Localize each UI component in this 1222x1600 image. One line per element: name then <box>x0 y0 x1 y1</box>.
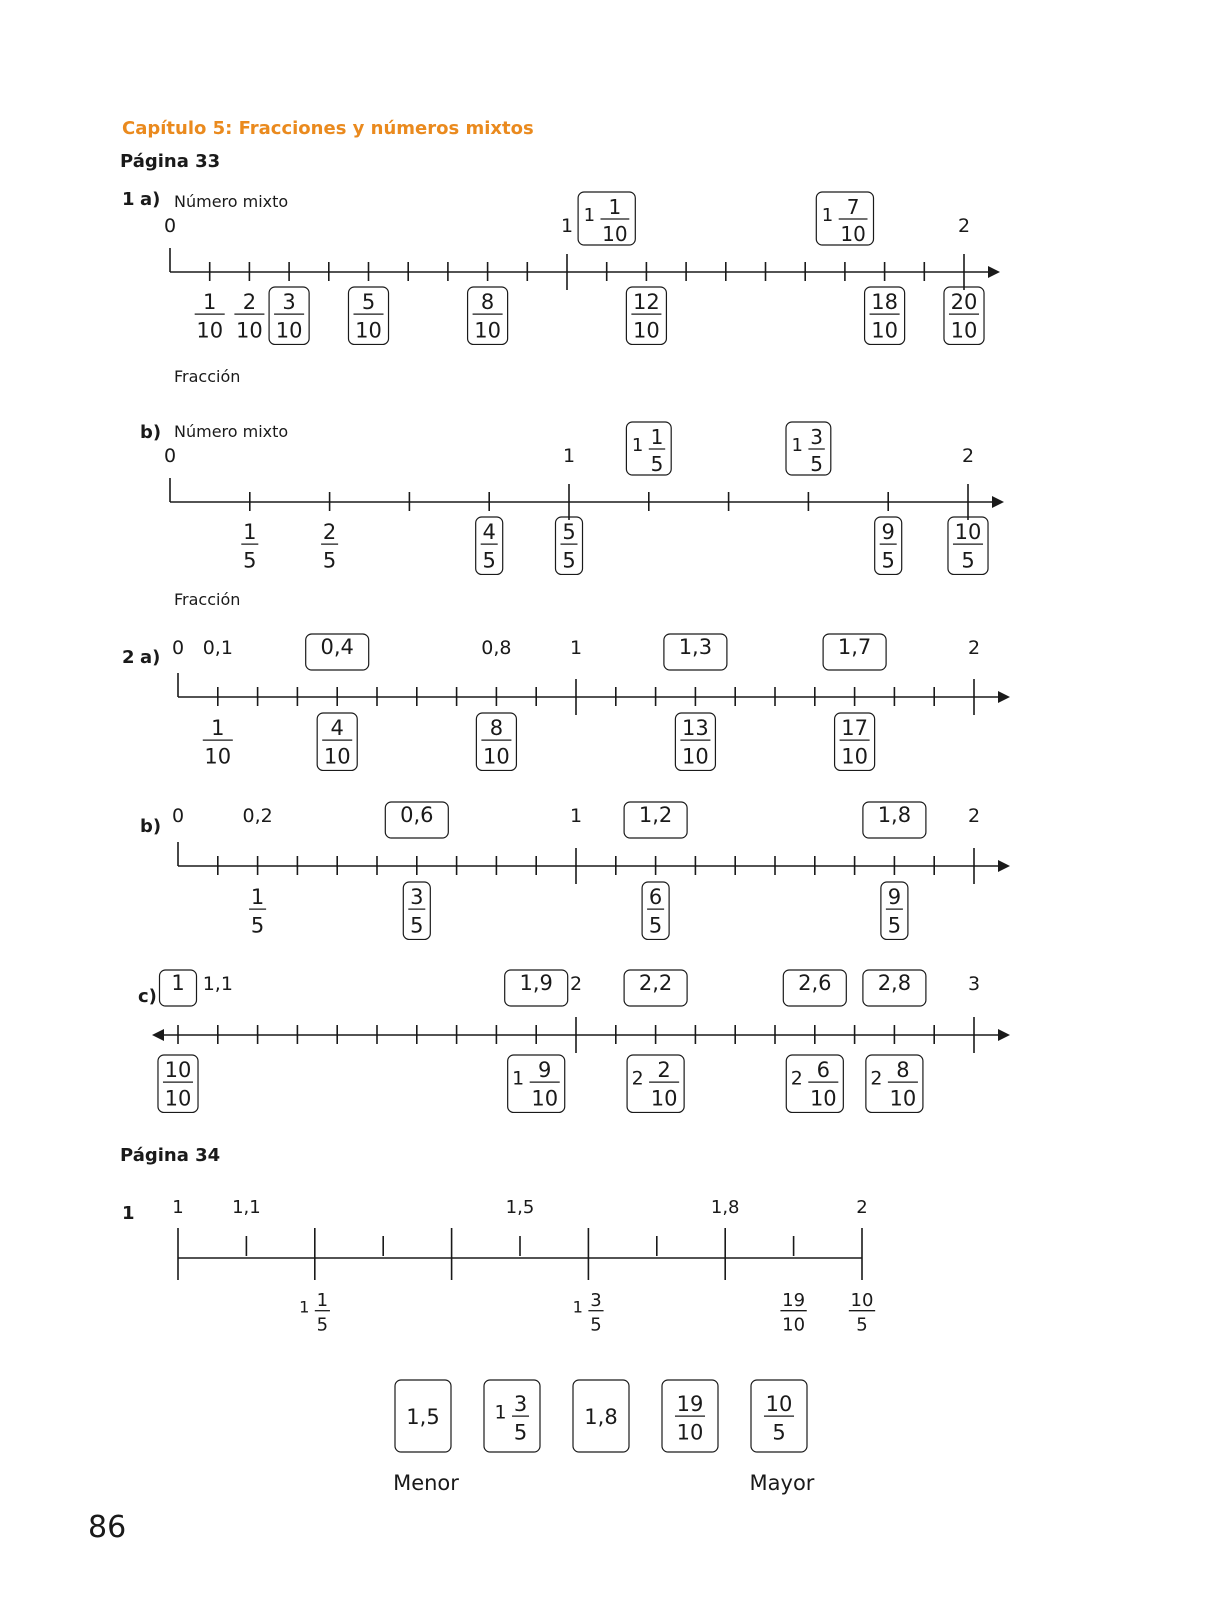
q2c-bottom-label-3-numerator: 6 <box>816 1057 830 1082</box>
q1a-bottom-label-1-numerator: 2 <box>242 289 257 314</box>
q2a-top-label-3: 0,8 <box>481 637 512 659</box>
q1a-bottom-label-2-denominator: 10 <box>275 318 303 343</box>
q2b-bottom-label-2-denominator: 5 <box>648 913 663 938</box>
q1b-part: b) <box>140 422 162 443</box>
q1a-top-label-3-whole: 1 <box>821 205 834 226</box>
q1b-fraction-label: Fracción <box>174 590 241 609</box>
q2c-top-label-1: 1,1 <box>202 973 233 995</box>
p34-order-card-4-numerator: 10 <box>765 1391 793 1416</box>
q1b-top-label-2-numerator: 1 <box>650 425 664 449</box>
q2a-top-label-0: 0 <box>171 637 185 659</box>
p34-top-label-3: 1,8 <box>710 1197 740 1218</box>
q1a-top-label-0: 0 <box>163 215 177 237</box>
q1a-bottom-label-7-denominator: 10 <box>950 318 978 343</box>
q1b-top-label-1: 1 <box>562 445 576 467</box>
q1a-bottom-label-1-denominator: 10 <box>236 318 263 343</box>
q2b-top-label-6: 2 <box>967 805 981 827</box>
page-33-heading: Página 33 <box>120 151 221 172</box>
q2a-bottom-label-1-denominator: 10 <box>323 744 351 769</box>
q2b-bottom-label-1-numerator: 3 <box>410 884 424 909</box>
q1b-bottom-label-2-numerator: 4 <box>482 519 496 544</box>
page-number: 86 <box>88 1510 127 1545</box>
q2a-bottom-label-2-denominator: 10 <box>483 744 510 769</box>
q1b-bottom-label-2-denominator: 5 <box>482 548 496 573</box>
p34-bottom-label-1-denominator: 5 <box>590 1314 602 1336</box>
q1a-bottom-label-2-numerator: 3 <box>282 289 296 314</box>
q1b-top-label-4: 2 <box>961 445 975 467</box>
q1a-top-label-4: 2 <box>957 215 971 237</box>
q2b-top-label-4: 1,2 <box>638 803 673 827</box>
q2b-top-label-3: 1 <box>569 805 583 827</box>
q2c-bottom-label-2-numerator: 2 <box>657 1057 671 1082</box>
q2c-axis-arrow <box>998 1029 1010 1041</box>
q2c-top-label-0: 1 <box>171 971 185 995</box>
q2b-top-label-5: 1,8 <box>877 803 912 827</box>
q2c-bottom-label-0-numerator: 10 <box>164 1057 192 1082</box>
q1a-bottom-label-4-denominator: 10 <box>474 318 501 343</box>
q2c-bottom-label-4-denominator: 10 <box>889 1086 917 1111</box>
q2b-bottom-label-3-numerator: 9 <box>887 884 902 909</box>
p34-order-card-1-numerator: 3 <box>513 1391 528 1416</box>
q1a-part: a) <box>140 189 161 210</box>
q1a-bottom-label-6-denominator: 10 <box>871 318 898 343</box>
q1b-top-label-3-numerator: 3 <box>810 425 823 449</box>
q1a-bottom-label-5-numerator: 12 <box>633 289 660 314</box>
q2c-bottom-label-2-denominator: 10 <box>650 1086 678 1111</box>
p34-bottom-label-0-denominator: 5 <box>316 1314 329 1336</box>
q1a-bottom-label-0-numerator: 1 <box>203 289 217 314</box>
p34-top-label-2: 1,5 <box>505 1197 535 1218</box>
q2a-bottom-label-3-numerator: 13 <box>682 715 709 740</box>
q1b-bottom-label-4-numerator: 9 <box>881 519 895 544</box>
q2c-bottom-label-4-numerator: 8 <box>896 1057 910 1082</box>
p34-order-card-4-denominator: 5 <box>772 1420 786 1445</box>
q2a-bottom-label-4-numerator: 17 <box>841 715 868 740</box>
q1a-mixed-label: Número mixto <box>174 192 289 211</box>
p34-bottom-label-1-whole: 1 <box>572 1297 583 1317</box>
q2b-bottom-label-3-denominator: 5 <box>887 913 902 938</box>
q1a-fraction-label: Fracción <box>174 367 241 386</box>
p34-bottom-label-2-numerator: 19 <box>782 1290 806 1312</box>
p34-order-card-3-numerator: 19 <box>676 1391 704 1416</box>
q2a-bottom-label-3-denominator: 10 <box>682 744 709 769</box>
q2c-bottom-label-1-numerator: 9 <box>538 1057 552 1082</box>
q2c-bottom-label-0-denominator: 10 <box>164 1086 192 1111</box>
q1b-bottom-label-4-denominator: 5 <box>881 548 895 573</box>
q1b-top-label-2-denominator: 5 <box>650 452 664 476</box>
q1b-bottom-label-3-denominator: 5 <box>562 548 576 573</box>
larger-label: Mayor <box>749 1471 815 1495</box>
p34-bottom-label-0-whole: 1 <box>299 1297 310 1317</box>
q2b-part: b) <box>140 816 162 837</box>
q1a-bottom-label-4-numerator: 8 <box>480 289 495 314</box>
q1a-bottom-label-0-denominator: 10 <box>196 318 224 343</box>
q2b-bottom-label-0-numerator: 1 <box>250 884 265 909</box>
q1a-bottom-label-3-denominator: 10 <box>355 318 382 343</box>
q2c-bottom-label-3-denominator: 10 <box>809 1086 837 1111</box>
q2b-bottom-label-0-denominator: 5 <box>250 913 265 938</box>
q2b-bottom-label-2-numerator: 6 <box>648 884 663 909</box>
q1b-top-label-2-whole: 1 <box>631 435 644 456</box>
q2c-top-label-3: 2 <box>569 973 583 995</box>
smaller-label: Menor <box>393 1471 459 1495</box>
q2a-top-label-7: 2 <box>967 637 981 659</box>
p34-top-label-1: 1,1 <box>232 1197 261 1218</box>
q2b-top-label-2: 0,6 <box>400 803 434 827</box>
q2a-bottom-label-1-numerator: 4 <box>330 715 344 740</box>
q1a-bottom-label-6-numerator: 18 <box>871 289 898 314</box>
p34-bottom-label-2-denominator: 10 <box>782 1314 806 1336</box>
q2-number: 2 <box>122 647 135 668</box>
q2a-bottom-label-4-denominator: 10 <box>841 744 868 769</box>
p34-order-card-1-denominator: 5 <box>513 1420 528 1445</box>
q1a-top-label-1: 1 <box>560 215 574 237</box>
q2a-top-label-1: 0,1 <box>202 637 233 659</box>
q1a-top-label-2-denominator: 10 <box>602 222 628 246</box>
q1b-bottom-label-1-numerator: 2 <box>322 519 337 544</box>
q1b-top-label-3-denominator: 5 <box>810 452 823 476</box>
p34-bottom-label-3-denominator: 5 <box>856 1314 868 1336</box>
q2c-bottom-label-1-denominator: 10 <box>531 1086 559 1111</box>
q2b-top-label-1: 0,2 <box>242 805 273 827</box>
chapter-title: Capítulo 5: Fracciones y números mixtos <box>122 118 534 139</box>
q1a-bottom-label-7-numerator: 20 <box>950 289 978 314</box>
p34-bottom-label-0-numerator: 1 <box>316 1290 329 1312</box>
q2c-top-label-6: 2,8 <box>877 971 912 995</box>
q2c-axis-left-arrow <box>152 1029 164 1041</box>
q2a-part: a) <box>140 647 161 668</box>
q1b-bottom-label-1-denominator: 5 <box>322 548 337 573</box>
q1a-top-label-2-numerator: 1 <box>608 195 622 219</box>
p34-q1-number: 1 <box>122 1203 135 1224</box>
q2c-bottom-label-2-whole: 2 <box>631 1067 644 1090</box>
q2b-top-label-0: 0 <box>171 805 185 827</box>
q2a-bottom-label-0-denominator: 10 <box>204 744 232 769</box>
q1b-bottom-label-5-denominator: 5 <box>961 548 975 573</box>
q1-number: 1 <box>122 189 135 210</box>
q1b-axis-arrow <box>992 496 1004 508</box>
q1b-top-label-3-whole: 1 <box>791 435 803 456</box>
q2c-bottom-label-1-whole: 1 <box>512 1067 525 1090</box>
p34-order-card-2: 1,8 <box>584 1405 618 1429</box>
p34-top-label-4: 2 <box>856 1197 868 1218</box>
q2a-bottom-label-0-numerator: 1 <box>211 715 225 740</box>
q1b-mixed-label: Número mixto <box>174 422 289 441</box>
q2a-top-label-5: 1,3 <box>678 635 713 659</box>
q2a-axis-arrow <box>998 691 1010 703</box>
q1b-bottom-label-5-numerator: 10 <box>954 519 982 544</box>
p34-bottom-label-1-numerator: 3 <box>590 1290 602 1312</box>
q1b-bottom-label-3-numerator: 5 <box>562 519 576 544</box>
q1b-bottom-label-0-denominator: 5 <box>243 548 257 573</box>
q1a-bottom-label-5-denominator: 10 <box>633 318 660 343</box>
q2b-axis-arrow <box>998 860 1010 872</box>
q2a-bottom-label-2-numerator: 8 <box>489 715 504 740</box>
q1a-axis-arrow <box>988 266 1000 278</box>
q1b-top-label-0: 0 <box>163 445 177 467</box>
p34-order-card-0: 1,5 <box>406 1405 440 1429</box>
q1a-top-label-2-whole: 1 <box>583 205 596 226</box>
q2c-top-label-4: 2,2 <box>638 971 673 995</box>
page-34-heading: Página 34 <box>120 1145 221 1166</box>
q2c-top-label-7: 3 <box>967 973 981 995</box>
q2b-bottom-label-1-denominator: 5 <box>410 913 424 938</box>
q1b-bottom-label-0-numerator: 1 <box>243 519 257 544</box>
p34-order-card-3-denominator: 10 <box>676 1420 704 1445</box>
q2c-bottom-label-4-whole: 2 <box>870 1067 883 1090</box>
q2c-part: c) <box>138 986 157 1007</box>
p34-top-label-0: 1 <box>172 1197 184 1218</box>
q1a-bottom-label-3-numerator: 5 <box>361 289 376 314</box>
q1a-top-label-3-numerator: 7 <box>846 195 860 219</box>
p34-order-card-1-whole: 1 <box>494 1401 507 1424</box>
q2a-top-label-4: 1 <box>569 637 583 659</box>
q2c-top-label-5: 2,6 <box>798 971 832 995</box>
q2a-top-label-6: 1,7 <box>837 635 872 659</box>
q1a-top-label-3-denominator: 10 <box>840 222 866 246</box>
q2a-top-label-2: 0,4 <box>320 635 354 659</box>
q2c-top-label-2: 1,9 <box>519 971 553 995</box>
p34-bottom-label-3-numerator: 10 <box>850 1290 874 1312</box>
q2c-bottom-label-3-whole: 2 <box>790 1067 803 1090</box>
